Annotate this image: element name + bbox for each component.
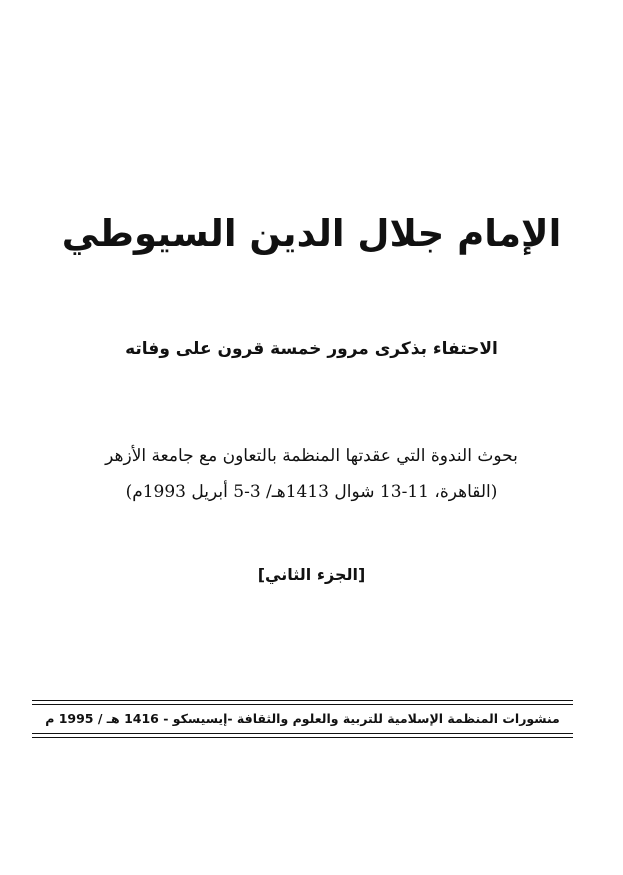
footer-rule-top-inner <box>32 704 573 705</box>
description-line-1: بحوث الندوة التي عقدتها المنظمة بالتعاون مع جامعة الأزهر <box>105 446 518 466</box>
footer-rule-bottom <box>32 737 573 738</box>
publisher-line: منشورات المنظمة الإسلامية للتربية والعلوم والثقافة -إيسيسكو - 1416 هـ / 1995 م <box>45 711 560 726</box>
footer-rule-top <box>32 700 573 701</box>
book-subtitle: الاحتفاء بذكرى مرور خمسة قرون على وفاته <box>125 339 498 359</box>
footer-rule-bottom-inner <box>32 733 573 734</box>
description-line-2: (القاهرة، 11-13 شوال 1413هـ/ 3-5 أبريل 1993م) <box>125 482 498 502</box>
publisher-footer <box>32 700 573 740</box>
book-title: الإمام جلال الدين السيوطي <box>61 212 562 255</box>
volume-label: [الجزء الثاني] <box>257 565 366 584</box>
description-block <box>40 438 583 510</box>
